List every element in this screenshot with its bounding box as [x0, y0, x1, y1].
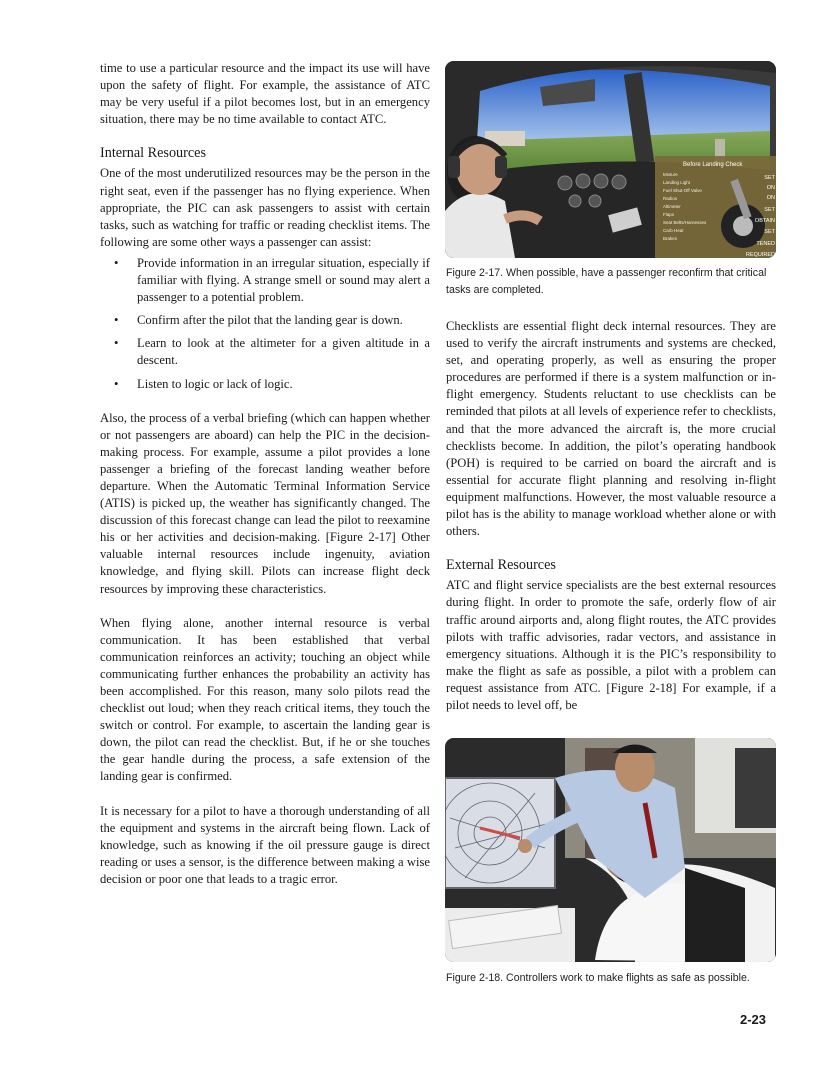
checklist-item: Radios: [663, 196, 678, 201]
checklist-value: SET: [764, 175, 775, 181]
paragraph: Also, the process of a verbal briefing (which can happen whether or not passengers are aboard) can help the PIC in the decision-making process. For example, assume a pilot provides a lone passenger a briefing of the forecast landing weather before departure. When the Automatic Terminal Information Service (ATIS) is picked up, the weather has significantly changed. The discussion of this forecast change can lead the pilot to reexamine his or her activities and decision-making. [Figure 2-17] Other valuable internal resources include ingenuity, aviation knowledge, and flying skill. Pilots can increase flight deck resources by improving these characteristics.: [100, 410, 430, 596]
paragraph: time to use a particular resource and the impact its use will have upon the safety of flight. For example, the assistance of ATC may be very useful if a pilot becomes lost, but in an emergency situation, there may be no time available to contact ATC.: [100, 61, 430, 127]
right-column: [446, 318, 776, 714]
bullet-list: [100, 255, 430, 393]
checklist-item: Mixture: [663, 172, 678, 177]
checklist-value: SET: [764, 229, 775, 235]
paragraph: It is necessary for a pilot to have a thorough understanding of all the equipment and systems in the aircraft being flown. Lack of knowledge, such as knowing if the oil pressure gauge is direct reading or uses a sensor, is the difference between making a wise decision or poor one that leads to a tragic error.: [100, 803, 430, 886]
paragraph: ATC and flight service specialists are the best external resources during flight. In order to promote the safe, orderly flow of air traffic around airports and, along flight routes, the ATC provides pilots with traffic advisories, radar vectors, and assistance in emergency situations. Although it is the PIC’s responsibility to make the flight as safe as possible, a pilot with a problem can request assistance from ATC. [Figure 2-18] For example, if a pilot needs to level off, be: [446, 578, 776, 712]
checklist-value: SET: [764, 207, 775, 213]
figure-2-17-cockpit-photo: [445, 61, 776, 258]
checklist-value: OBTAIN: [754, 218, 775, 224]
checklist-value: ON: [766, 185, 775, 191]
bullet-item: • Listen to logic or lack of logic.: [100, 376, 430, 393]
checklist-title: Before Landing Check: [683, 162, 743, 168]
bullet-item: • Provide information in an irregular situation, especially if familiar with flying. A strange smell or sound may alert a passenger to a potential problem.: [100, 255, 430, 306]
page-number: 2-23: [740, 1012, 767, 1027]
paragraph: Checklists are essential flight deck internal resources. They are used to verify the aircraft instruments and systems are checked, set, and operating properly, as well as ensuring the proper procedures are performed if there is a system malfunction or in-flight emergency. Students reluctant to use checklists can be reminded that pilots at all levels of experience refer to checklists, and that the more advanced the aircraft is, the more crucial checklists become. In addition, the pilot’s operating handbook (POH) is required to be carried on board the aircraft and is essential for accurate flight planning and resolving in-flight equipment malfunctions. However, the most valuable resource a pilot has is the ability to manage workload whether alone or with others.: [446, 319, 776, 539]
bullet-item: • Confirm after the pilot that the landing gear is down.: [100, 312, 430, 329]
paragraph: When flying alone, another internal resource is verbal communication. It has been established that verbal communication reinforces an activity; touching an object while communicating further enhances the probability an activity has been accomplished. For this reason, many solo pilots read the checklist out loud; when they reach critical items, they touch the switch or control. For example, to ascertain the landing gear is down, the pilot can read the checklist. But, if he or she touches the gear handle during the process, a safe extension of the landing gear is confirmed.: [100, 615, 430, 784]
figure-2-17-caption: Figure 2-17. When possible, have a passenger reconfirm that critical tasks are completed.: [446, 267, 767, 296]
checklist-value: ON: [766, 195, 775, 201]
figure-2-18-caption: Figure 2-18. Controllers work to make flights as safe as possible.: [446, 972, 750, 984]
bullet-item: • Learn to look at the altimeter for a given altitude in a descent.: [100, 335, 430, 369]
checklist-item: Flaps: [663, 212, 675, 217]
checklist-value: REQUIRED: [745, 252, 775, 258]
figure-2-18-atc-photo: [445, 738, 776, 962]
checklist-value: TENED: [756, 241, 775, 247]
checklist-item: Brakes: [663, 236, 678, 241]
paragraph: One of the most underutilized resources may be the person in the right seat, even if the passenger has no flying experience. When appropriate, the PIC can ask passengers to assist with certain tasks, such as watching for traffic or reading checklist items. The following are some other ways a passenger can assist:: [100, 166, 430, 249]
checklist-item: Landing Light: [663, 180, 691, 185]
cockpit-illustration: [445, 61, 776, 258]
checklist-item: Altimeter: [663, 204, 681, 209]
section-heading-internal-resources: Internal Resources: [100, 145, 206, 162]
left-column: [100, 60, 430, 888]
checklist-item: Carb Heat: [663, 228, 684, 233]
checklist-item: Fuel Shut-Off Valve: [663, 188, 702, 193]
section-heading-external-resources: External Resources: [446, 557, 556, 574]
atc-illustration: [445, 738, 776, 962]
checklist-item: Seat Belts/Harnesses: [663, 220, 707, 225]
